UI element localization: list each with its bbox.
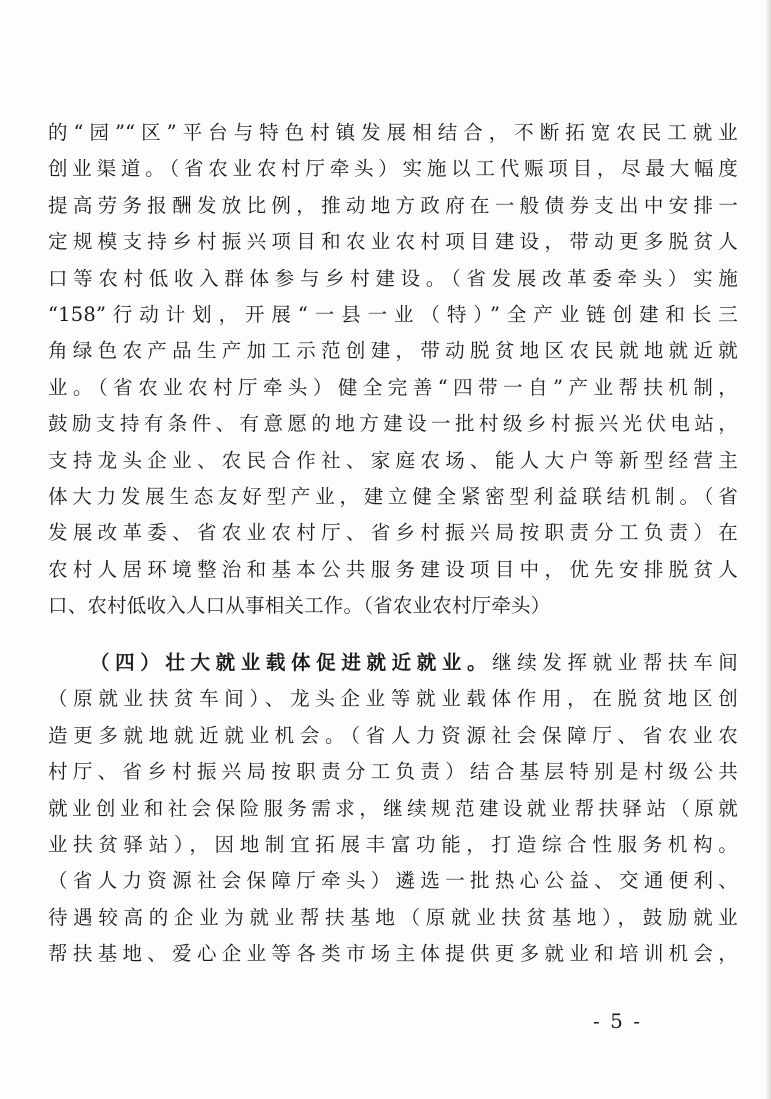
- text-line: （省人力资源社会保障厅牵头）遴选一批热心公益、交通便利、: [48, 869, 738, 893]
- text-line: 发展改革委、省农业农村厅、省乡村振兴局按职责分工负责）在: [48, 521, 738, 545]
- text-run: 继续发挥就业帮扶车间: [492, 651, 738, 674]
- text-line: “158”行动计划，开展“一县一业（特）”全产业链创建和长三: [48, 303, 738, 326]
- text-line: 的“园”“区”平台与特色村镇发展相结合，不断拓宽农民工就业: [48, 121, 738, 144]
- text-line: 就业创业和社会保险服务需求，继续规范建设就业帮扶驿站（原就: [48, 796, 738, 820]
- text-line: 口等农村低收入群体参与乡村建设。（省发展改革委牵头）实施: [48, 266, 738, 290]
- text-line: 定规模支持乡村振兴项目和农业农村项目建设，带动更多脱贫人: [48, 230, 738, 254]
- section-heading: （四）壮大就业载体促进就近就业。: [90, 651, 493, 674]
- text-line: 村厅、省乡村振兴局按职责分工负责）结合基层特别是村级公共: [48, 760, 738, 784]
- text-line: 体大力发展生态友好型产业，建立健全紧密型利益联结机制。（省: [48, 485, 738, 508]
- text-line: 角绿色农产品生产加工示范创建，带动脱贫地区农民就地就近就: [48, 339, 738, 363]
- text-line: 提高劳务报酬发放比例，推动地方政府在一般债券支出中安排一: [48, 193, 738, 217]
- text-line: 农村人居环境整治和基本公共服务建设项目中，优先安排脱贫人: [48, 557, 738, 581]
- scan-edge-shadow: [765, 0, 771, 1099]
- text-line: 鼓励支持有条件、有意愿的地方建设一批村级乡村振兴光伏电站，: [48, 412, 738, 436]
- text-line: 业扶贫驿站），因地制宜拓展丰富功能，打造综合性服务机构。: [48, 833, 738, 856]
- text-line: 待遇较高的企业为就业帮扶基地（原就业扶贫基地），鼓励就业: [48, 905, 738, 929]
- text-line: 业。（省农业农村厅牵头）健全完善“四带一自”产业帮扶机制，: [48, 375, 738, 399]
- text-line: 创业渠道。（省农业农村厅牵头）实施以工代赈项目，尽最大幅度: [48, 157, 738, 181]
- text-line: （原就业扶贫车间）、龙头企业等就业载体作用，在脱贫地区创: [48, 687, 738, 711]
- page-number: - 5 -: [593, 1009, 642, 1033]
- text-line: 支持龙头企业、农民合作社、家庭农场、能人大户等新型经营主: [48, 448, 738, 472]
- text-line: 造更多就地就近就业机会。（省人力资源社会保障厅、省农业农: [48, 723, 738, 747]
- text-line: 口、农村低收入人口从事相关工作。（省农业农村厅牵头）: [48, 594, 551, 618]
- paragraph-heading-line: [48, 648, 738, 678]
- text-line: 帮扶基地、爱心企业等各类市场主体提供更多就业和培训机会，: [48, 942, 738, 966]
